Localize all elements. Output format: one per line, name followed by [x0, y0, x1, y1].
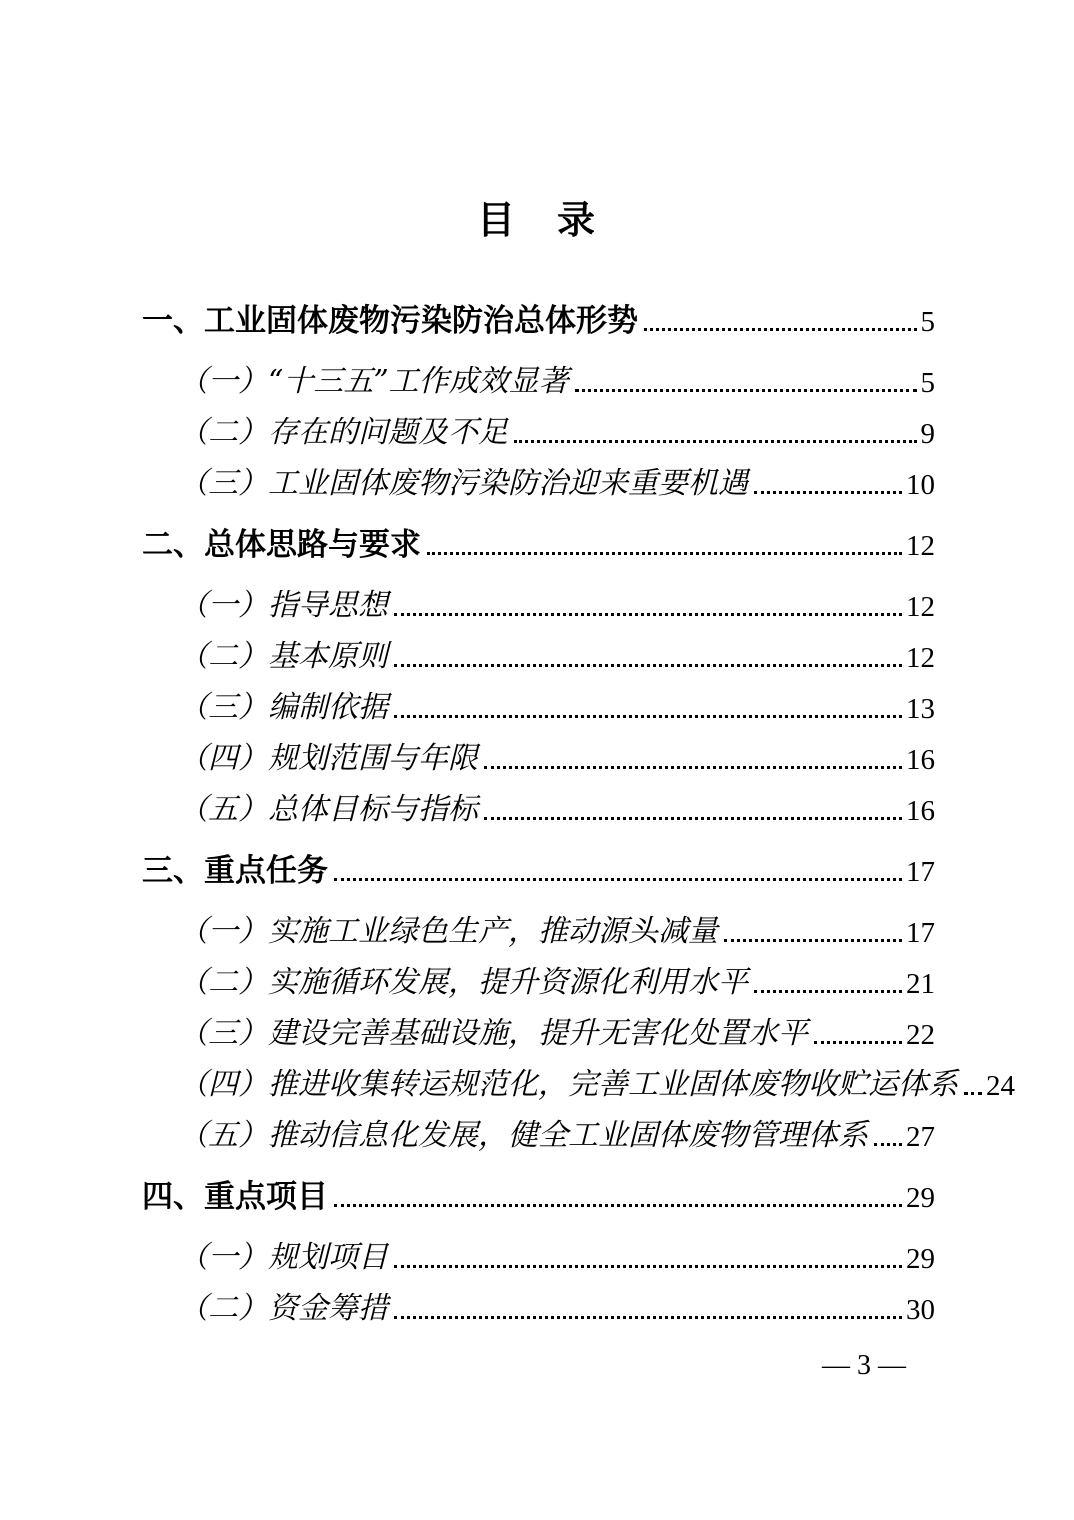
toc-entry-label: （五）总体目标与指标 [178, 792, 478, 828]
toc-entry-page-number: 12 [906, 590, 935, 623]
toc-entry-page-number: 10 [906, 468, 935, 501]
toc-entry[interactable] [142, 1103, 935, 1154]
dotted-leader [334, 1204, 902, 1207]
dotted-leader [575, 389, 917, 392]
toc-entry-page-number: 29 [906, 1242, 935, 1275]
dotted-leader [484, 817, 902, 820]
dotted-leader [514, 440, 917, 443]
toc-entry-page-number: 17 [906, 916, 935, 949]
toc-entry-page-number: 12 [906, 529, 935, 562]
toc-entry-page-number: 24 [986, 1069, 1015, 1102]
toc-entry-label: （一）“十三五”工作成效显著 [178, 364, 569, 400]
toc-entry-page-number: 21 [906, 967, 935, 1000]
toc-entry[interactable] [142, 899, 935, 950]
dotted-leader [334, 878, 902, 881]
toc-entry[interactable] [142, 624, 935, 675]
dotted-leader [484, 766, 902, 769]
dotted-leader [394, 1265, 902, 1268]
toc-entry[interactable] [142, 349, 935, 400]
toc-entry-page-number: 9 [920, 417, 935, 450]
toc-entry-label: （二）资金筹措 [178, 1291, 388, 1327]
toc-entry-page-number: 29 [906, 1181, 935, 1214]
toc-entry-label: （一）指导思想 [178, 588, 388, 624]
dotted-leader [427, 552, 902, 555]
toc-entry[interactable] [142, 288, 935, 339]
toc-entry-label: （一）实施工业绿色生产，推动源头减量 [178, 914, 718, 950]
toc-entry-page-number: 16 [906, 743, 935, 776]
toc-entry[interactable] [142, 950, 935, 1001]
dotted-leader [724, 939, 902, 942]
toc-entry-page-number: 12 [906, 641, 935, 674]
toc-entry-label: （四）推进收集转运规范化，完善工业固体废物收贮运体系 [178, 1067, 958, 1103]
dotted-leader [814, 1041, 902, 1044]
dotted-leader [394, 715, 902, 718]
dotted-leader [754, 491, 902, 494]
dotted-leader [394, 664, 902, 667]
toc-entry-label: （二）存在的问题及不足 [178, 415, 508, 451]
dotted-leader [874, 1143, 902, 1146]
toc-entry-label: （二）实施循环发展，提升资源化利用水平 [178, 965, 748, 1001]
toc-entry[interactable] [142, 512, 935, 563]
toc-entry[interactable] [142, 1276, 935, 1327]
dotted-leader [754, 990, 902, 993]
toc-entry-page-number: 27 [906, 1120, 935, 1153]
toc-entry-label: 一、工业固体废物污染防治总体形势 [142, 303, 638, 339]
toc-entry-label: 四、重点项目 [142, 1179, 328, 1215]
toc-entry-page-number: 5 [920, 366, 935, 399]
toc-entry[interactable] [142, 1164, 935, 1215]
toc-entry-label: （二）基本原则 [178, 639, 388, 675]
toc-entry[interactable] [142, 451, 935, 502]
toc-entry[interactable] [142, 726, 935, 777]
toc-entry[interactable] [142, 1052, 1015, 1103]
toc-entry-page-number: 5 [920, 305, 935, 338]
toc-entry-page-number: 13 [906, 692, 935, 725]
toc-title: 目 录 [476, 200, 597, 242]
toc-entry[interactable] [142, 1225, 935, 1276]
dotted-leader [644, 328, 917, 331]
toc-entry-label: （四）规划范围与年限 [178, 741, 478, 777]
dotted-leader [964, 1092, 982, 1095]
toc-entry-page-number: 16 [906, 794, 935, 827]
toc-entry[interactable] [142, 1001, 935, 1052]
page-number-footer: — 3 — [822, 1350, 906, 1381]
toc-entry[interactable] [142, 838, 935, 889]
dotted-leader [394, 613, 902, 616]
toc-entry-page-number: 17 [906, 855, 935, 888]
toc-entry[interactable] [142, 400, 935, 451]
toc-entry[interactable] [142, 675, 935, 726]
toc-entry[interactable] [142, 777, 935, 828]
toc-entry-label: （三）建设完善基础设施，提升无害化处置水平 [178, 1016, 808, 1052]
toc-list [142, 288, 1015, 1327]
toc-entry-label: 二、总体思路与要求 [142, 527, 421, 563]
toc-entry-label: （三）编制依据 [178, 690, 388, 726]
toc-entry-page-number: 22 [906, 1018, 935, 1051]
toc-entry-page-number: 30 [906, 1293, 935, 1326]
toc-entry-label: （三）工业固体废物污染防治迎来重要机遇 [178, 466, 748, 502]
toc-entry-label: （五）推动信息化发展，健全工业固体废物管理体系 [178, 1118, 868, 1154]
toc-entry[interactable] [142, 573, 935, 624]
toc-entry-label: 三、重点任务 [142, 853, 328, 889]
toc-entry-label: （一）规划项目 [178, 1240, 388, 1276]
dotted-leader [394, 1316, 902, 1319]
